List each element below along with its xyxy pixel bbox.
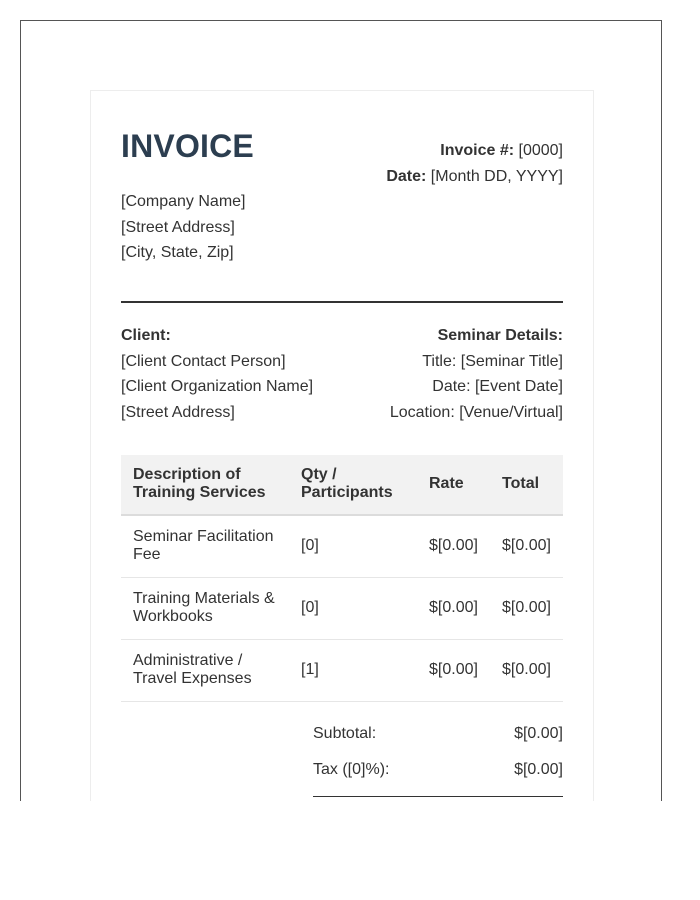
- subtotal-value: $[0.00]: [514, 725, 563, 742]
- line-items-table-wrap: [121, 455, 563, 702]
- seminar-location: Location: [Venue/Virtual]: [389, 404, 563, 422]
- seminar-date: Date: [Event Date]: [432, 378, 563, 396]
- row-total: $[0.00]: [490, 515, 563, 578]
- row-rate: $[0.00]: [417, 515, 490, 578]
- row-qty: [0]: [289, 515, 417, 578]
- row-rate: $[0.00]: [417, 640, 490, 702]
- subtotal-label: Subtotal:: [313, 725, 377, 742]
- row-qty: [1]: [289, 640, 417, 702]
- invoice-header: [121, 91, 563, 301]
- row-description: Training Materials & Workbooks: [121, 578, 289, 640]
- table-row: [121, 515, 563, 578]
- company-name: [Company Name]: [121, 193, 246, 210]
- seminar-title: Title: [Seminar Title]: [422, 352, 563, 370]
- client-block: [121, 323, 313, 426]
- company-city: [City, State, Zip]: [121, 244, 234, 261]
- page-frame: [20, 20, 662, 801]
- invoice-date-value: [Month DD, YYYY]: [430, 168, 563, 185]
- client-contact: [Client Contact Person]: [121, 352, 286, 370]
- table-header-row: [121, 455, 563, 515]
- invoice-number-value: [0000]: [518, 142, 563, 159]
- row-description: Administrative / Travel Expenses: [121, 640, 289, 702]
- invoice-title: INVOICE: [121, 128, 254, 164]
- invoice-date-line: [386, 164, 563, 190]
- seminar-block: [390, 323, 563, 426]
- client-organization: [Client Organization Name]: [121, 378, 314, 396]
- company-info: [121, 189, 246, 266]
- totals-divider: [313, 796, 563, 797]
- line-items-table: [121, 455, 563, 702]
- tax-row: [313, 757, 563, 793]
- table-row: [121, 640, 563, 702]
- row-description: Seminar Facilitation Fee: [121, 515, 289, 578]
- row-total: $[0.00]: [490, 578, 563, 640]
- company-street: [Street Address]: [121, 218, 235, 236]
- header-qty: Qty / Participants: [289, 455, 417, 515]
- invoice-date-label: Date:: [386, 168, 427, 185]
- row-rate: $[0.00]: [417, 578, 490, 640]
- invoice-meta: [386, 138, 563, 190]
- invoice-number-label: Invoice #:: [440, 142, 515, 159]
- table-row: [121, 578, 563, 640]
- row-total: $[0.00]: [490, 640, 563, 702]
- header-description: Description of Training Services: [121, 455, 289, 515]
- invoice-number-line: [386, 138, 563, 164]
- row-qty: [0]: [289, 578, 417, 640]
- client-heading: Client:: [121, 327, 171, 344]
- header-rate: Rate: [417, 455, 490, 515]
- client-street: [Street Address]: [121, 404, 235, 422]
- subtotal-row: [313, 721, 563, 757]
- invoice-sheet: [90, 90, 594, 801]
- invoice-content: [121, 91, 563, 778]
- tax-value: $[0.00]: [514, 761, 563, 778]
- tax-label: Tax ([0]%):: [313, 761, 390, 778]
- header-divider: [121, 301, 563, 303]
- seminar-heading: Seminar Details:: [437, 327, 563, 344]
- totals-section: [313, 721, 563, 797]
- header-total: Total: [490, 455, 563, 515]
